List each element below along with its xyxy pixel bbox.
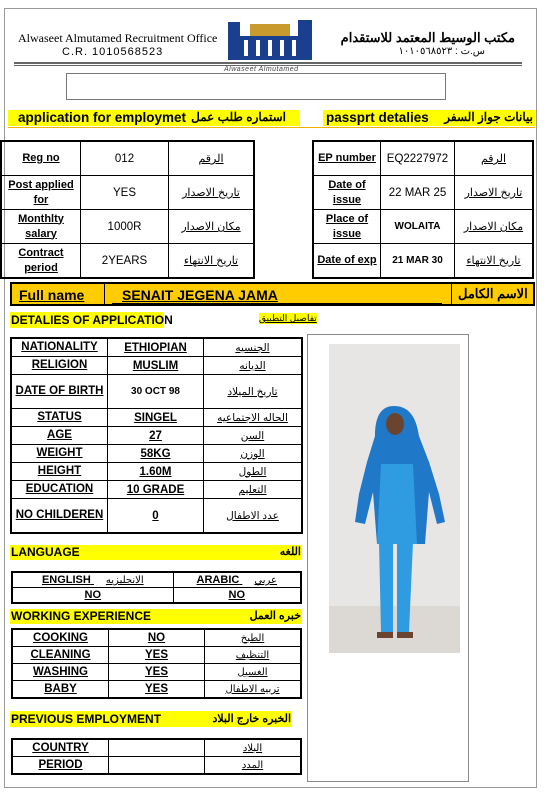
personal-label-ar: الطول: [204, 463, 303, 481]
personal-label-ar: الديانه: [204, 357, 303, 375]
personal-label: NO CHILDEREN: [11, 499, 108, 534]
header-rule-thin: [14, 65, 522, 66]
table-row: [12, 664, 301, 681]
work-heading-en: WORKING EXPERIENCE: [11, 609, 152, 623]
table-row: [12, 681, 301, 699]
table-row: [11, 338, 302, 357]
table-row: [11, 375, 302, 409]
personal-label-ar: السن: [204, 427, 303, 445]
app-value: YES: [81, 176, 169, 210]
language-table: [11, 571, 302, 604]
language-value: NO: [12, 588, 173, 604]
language-heading-ar: اللغه: [279, 546, 301, 558]
app-value: 1000R: [81, 210, 169, 244]
table-row: [1, 210, 254, 244]
previous-employment-heading: [10, 711, 292, 727]
work-value: NO: [109, 629, 205, 647]
details-heading: [10, 312, 173, 328]
language-name-en: ENGLISH: [41, 574, 91, 586]
personal-value: 58KG: [108, 445, 204, 463]
table-row: [1, 244, 254, 279]
table-row: [11, 499, 302, 534]
table-row: [11, 357, 302, 375]
work-label-ar: التنظيف: [205, 647, 302, 664]
table-row: [12, 629, 301, 647]
personal-label: WEIGHT: [11, 445, 108, 463]
table-row: [11, 481, 302, 499]
work-heading-ar: خبره العمل: [249, 610, 301, 622]
passport-value: 22 MAR 25: [381, 176, 455, 210]
language-name: [12, 572, 173, 588]
details-heading-ar: تفاصيل التطبيق: [259, 313, 317, 323]
passport-label-ar: تاريخ الاصدار: [455, 176, 534, 210]
work-label: BABY: [12, 681, 109, 699]
passport-label: Date of exp: [313, 244, 381, 279]
personal-label-ar: الوزن: [204, 445, 303, 463]
applicant-photo: [329, 344, 460, 653]
table-row: [1, 176, 254, 210]
cr-number-en: C.R. 1010568523: [62, 46, 164, 58]
passport-label-ar: الرقم: [455, 141, 534, 176]
table-row: [11, 409, 302, 427]
passport-heading-ar: بيانات جواز السفر: [444, 110, 533, 124]
language-heading: [10, 545, 302, 560]
personal-label: NATIONALITY: [11, 338, 108, 357]
language-name-en: ARABIC: [196, 574, 240, 586]
prev-value: [109, 757, 205, 775]
passport-label-ar: مكان الاصدار: [455, 210, 534, 244]
work-value: YES: [109, 664, 205, 681]
personal-label: AGE: [11, 427, 108, 445]
personal-value: ETHIOPIAN: [108, 338, 204, 357]
passport-value: EQ2227972: [381, 141, 455, 176]
table-row: [12, 588, 301, 604]
app-label-ar: تاريخ الاصدار: [169, 176, 255, 210]
previous-employment-heading-ar: الخبره خارج البلاد: [212, 713, 291, 725]
personal-value: 27: [108, 427, 204, 445]
table-row: [11, 427, 302, 445]
work-value: YES: [109, 647, 205, 664]
full-name-underline: [112, 303, 442, 304]
language-name-ar: عربي: [254, 575, 277, 586]
language-value: NO: [173, 588, 301, 604]
passport-label: Date of issue: [313, 176, 381, 210]
work-label: CLEANING: [12, 647, 109, 664]
app-label-ar: تاريخ الانتهاء: [169, 244, 255, 279]
app-label-ar: الرقم: [169, 141, 255, 176]
office-name-ar: مكتب الوسيط المعتمد للاستقدام: [340, 30, 515, 45]
passport-label: EP number: [313, 141, 381, 176]
app-label: Contract period: [1, 244, 81, 279]
personal-label-ar: الجنسيه: [204, 338, 303, 357]
heading-underline: [8, 127, 535, 128]
app-value: 2YEARS: [81, 244, 169, 279]
passport-label-ar: تاريخ الانتهاء: [455, 244, 534, 279]
divider: [104, 284, 105, 304]
work-value: YES: [109, 681, 205, 699]
previous-employment-heading-en: PREVIOUS EMPLOYMENT: [11, 712, 162, 726]
work-label: COOKING: [12, 629, 109, 647]
passport-value: WOLAITA: [381, 210, 455, 244]
table-row: [1, 141, 254, 176]
work-heading: [10, 609, 302, 624]
personal-label: STATUS: [11, 409, 108, 427]
details-heading-en: DETALIES OF APPLICATION: [11, 313, 173, 327]
personal-label: HEIGHT: [11, 463, 108, 481]
personal-value: 1.60M: [108, 463, 204, 481]
passport-value: 21 MAR 30: [381, 244, 455, 279]
language-name: [173, 572, 301, 588]
passport-table: [312, 140, 534, 279]
personal-value: SINGEL: [108, 409, 204, 427]
application-heading: [8, 110, 300, 126]
application-heading-ar: استماره طلب عمل: [191, 110, 286, 124]
table-row: [11, 463, 302, 481]
table-row: [12, 757, 301, 775]
personal-value: 30 OCT 98: [108, 375, 204, 409]
work-label-ar: تربيه الاطفال: [205, 681, 302, 699]
app-label: Reg no: [1, 141, 81, 176]
blank-header-box: [66, 73, 446, 100]
work-label-ar: الطبخ: [205, 629, 302, 647]
personal-details-table: [10, 337, 303, 534]
full-name-label-ar: الاسم الكامل: [458, 286, 528, 301]
full-name-label: Full name: [19, 287, 85, 303]
table-row: [313, 176, 533, 210]
personal-label-ar: عدد الاطفال: [204, 499, 303, 534]
personal-value: 0: [108, 499, 204, 534]
language-heading-en: LANGUAGE: [11, 545, 80, 559]
application-table: [0, 140, 255, 279]
personal-value: 10 GRADE: [108, 481, 204, 499]
personal-value: MUSLIM: [108, 357, 204, 375]
header-rule: [14, 62, 522, 64]
table-row: [12, 572, 301, 588]
table-row: [313, 210, 533, 244]
prev-value: [109, 739, 205, 757]
personal-label-ar: التعليم: [204, 481, 303, 499]
office-name-en: Alwaseet Almutamed Recruitment Office: [18, 31, 218, 45]
passport-heading: [323, 110, 535, 126]
app-value: 012: [81, 141, 169, 176]
prev-label-ar: المدد: [205, 757, 302, 775]
divider: [451, 284, 452, 304]
application-heading-en: application for employmet: [18, 110, 187, 125]
full-name-value: SENAIT JEGENA JAMA: [122, 287, 278, 303]
personal-label-ar: الحاله الاجتماعيه: [204, 409, 303, 427]
language-name-ar: الانجليزيه: [105, 575, 144, 586]
prev-label-ar: البلاد: [205, 739, 302, 757]
table-row: [313, 244, 533, 279]
table-row: [12, 739, 301, 757]
logo-caption: Alwaseet Almutamed: [224, 66, 299, 73]
table-row: [11, 445, 302, 463]
app-label: Monthlty salary: [1, 210, 81, 244]
table-row: [12, 647, 301, 664]
personal-label: RELIGION: [11, 357, 108, 375]
personal-label: EDUCATION: [11, 481, 108, 499]
passport-label: Place of issue: [313, 210, 381, 244]
table-row: [313, 141, 533, 176]
personal-label: DATE OF BIRTH: [11, 375, 108, 409]
previous-employment-table: [11, 738, 302, 775]
prev-label: PERIOD: [12, 757, 109, 775]
personal-label-ar: تاريخ الميلاد: [204, 375, 303, 409]
app-label-ar: مكان الاصدار: [169, 210, 255, 244]
cr-number-ar: س.ت : ١٠١٠٥٦٨٥٢٣: [398, 46, 485, 57]
app-label: Post applied for: [1, 176, 81, 210]
passport-heading-en: passprt detalies: [326, 110, 429, 125]
work-label-ar: الغسيل: [205, 664, 302, 681]
prev-label: COUNTRY: [12, 739, 109, 757]
work-label: WASHING: [12, 664, 109, 681]
work-experience-table: [11, 628, 302, 699]
